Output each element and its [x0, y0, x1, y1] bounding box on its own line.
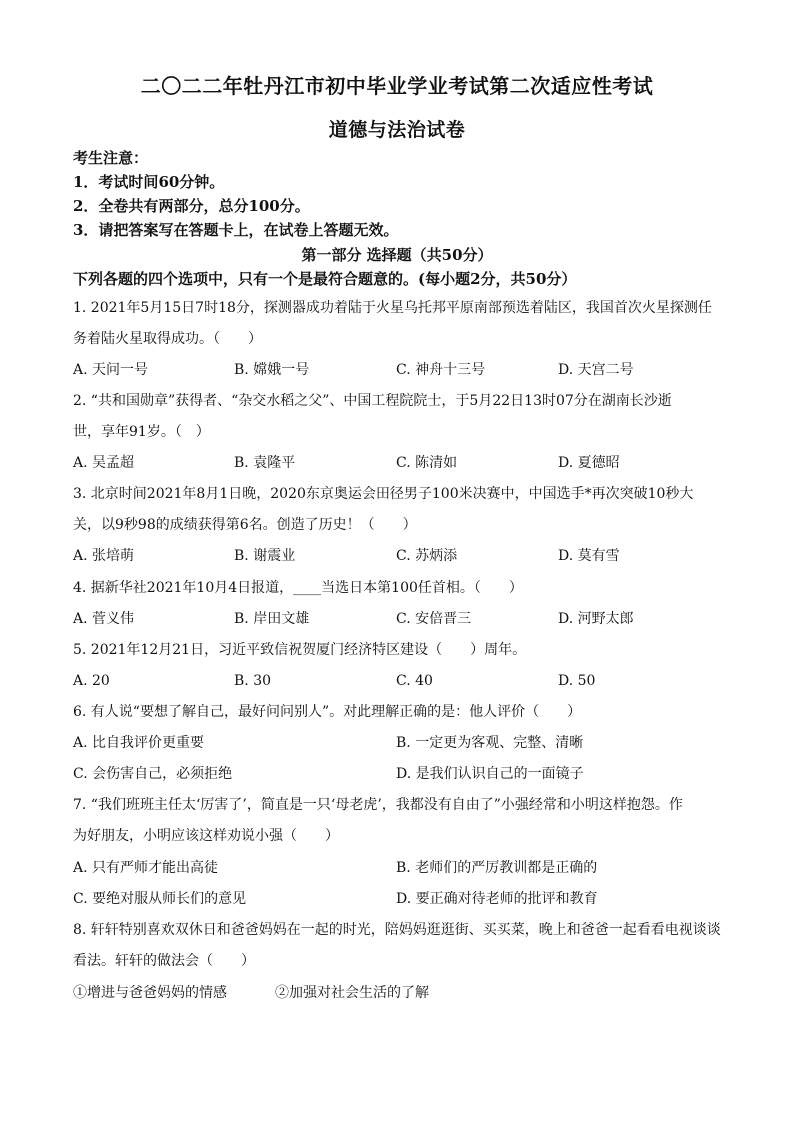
question-2-line: 2. “共和国勋章”获得者、“杂交水稻之父”、中国工程院院士，于5月22日13时07分在湖南长沙逝: [73, 393, 672, 409]
question-1-option-a: A. 天问一号: [73, 362, 149, 378]
question-1-option-d: D. 天宫二号: [558, 362, 634, 378]
question-3-option-d: D. 莫有雪: [558, 548, 620, 564]
question-7-option-b: B. 老师们的严厉教训都是正确的: [396, 860, 598, 876]
question-6-option-c: C. 会伤害自己，必须拒绝: [73, 766, 233, 782]
question-3-option-a: A. 张培萌: [73, 548, 135, 564]
question-8-line: 8. 轩轩特别喜欢双休日和爸爸妈妈在一起的时光，陪妈妈逛逛街、买买菜，晚上和爸爸一起看看电视谈谈: [73, 922, 721, 938]
question-1-option-c: C. 神舟十三号: [396, 362, 486, 378]
question-7-option-c: C. 要绝对服从师长们的意见: [73, 891, 247, 907]
question-2-option-b: B. 袁隆平: [234, 455, 296, 471]
question-1-line: 1. 2021年5月15日7时18分，探测器成功着陆于火星乌托邦平原南部预选着陆区，我国首次火星探测任: [73, 300, 712, 316]
question-1-line: 务着陆火星取得成功。（ ）: [73, 331, 262, 347]
question-2-option-a: A. 吴孟超: [73, 455, 135, 471]
exam-subtitle: 道德与法治试卷: [328, 119, 466, 141]
question-2-option-c: C. 陈清如: [396, 455, 458, 471]
question-3-option-b: B. 谢震业: [234, 548, 296, 564]
question-2-option-d: D. 夏德昭: [558, 455, 620, 471]
notice-heading: 考生注意：: [73, 149, 149, 167]
exam-title: 二〇二二年牡丹江市初中毕业学业考试第二次适应性考试: [140, 74, 654, 98]
section-instruction: 下列各题的四个选项中，只有一个是最符合题意的。(每小题2分，共50分）: [73, 270, 577, 288]
question-4-option-d: D. 河野太郎: [558, 611, 634, 627]
question-5-option-a: A. 20: [73, 673, 110, 689]
question-5-option-c: C. 40: [396, 673, 433, 689]
question-2-line: 世，享年91岁。（ ）: [73, 424, 210, 440]
question-7-line: 为好朋友，小明应该这样劝说小强（ ）: [73, 828, 339, 844]
notice-item: 2．全卷共有两部分，总分100分。: [73, 197, 310, 215]
question-4-option-c: C. 安倍晋三: [396, 611, 472, 627]
question-5-option-d: D. 50: [558, 673, 596, 689]
question-7-line: 7. “我们班班主任太‘厉害了’，简直是一只‘母老虎’，我都没有自由了”小强经常和小明这样抱怨。作: [73, 797, 683, 813]
question-1-option-b: B. 嫦娥一号: [234, 362, 310, 378]
question-5-option-b: B. 30: [234, 673, 272, 689]
question-7-option-d: D. 要正确对待老师的批评和教育: [396, 891, 598, 907]
question-7-option-a: A. 只有严师才能出高徒: [73, 860, 219, 876]
question-4-line: 4. 据新华社2021年10月4日报道，____当选日本第100任首相。（ ）: [73, 580, 523, 596]
question-8-line: 看法。轩轩的做法会（ ）: [73, 953, 255, 969]
section-title: 第一部分 选择题（共50分）: [301, 246, 493, 264]
question-5-line: 5. 2021年12月21日，习近平致信祝贺厦门经济特区建设（ ）周年。: [73, 642, 527, 658]
question-6-option-d: D. 是我们认识自己的一面镜子: [396, 766, 584, 782]
question-4-option-a: A. 菅义伟: [73, 611, 135, 627]
notice-item: 3．请把答案写在答题卡上，在试卷上答题无效。: [73, 221, 399, 239]
notice-item: 1．考试时间60分钟。: [73, 173, 225, 191]
question-3-line: 3. 北京时间2021年8月1日晚，2020东京奥运会田径男子100米决赛中，中国选手*再次突破10秒大: [73, 486, 694, 502]
question-8-statement-1: ①增进与爸爸妈妈的情感: [73, 985, 227, 1001]
question-3-option-c: C. 苏炳添: [396, 548, 458, 564]
question-3-line: 关，以9秒98的成绩获得第6名。创造了历史！（ ）: [73, 517, 417, 533]
question-6-option-b: B. 一定更为客观、完整、清晰: [396, 735, 584, 751]
question-8-statement-2: ②加强对社会生活的了解: [275, 985, 429, 1001]
question-6-line: 6. 有人说“要想了解自己，最好问问别人”。对此理解正确的是：他人评价（ ）: [73, 704, 582, 720]
question-4-option-b: B. 岸田文雄: [234, 611, 310, 627]
question-6-option-a: A. 比自我评价更重要: [73, 735, 205, 751]
